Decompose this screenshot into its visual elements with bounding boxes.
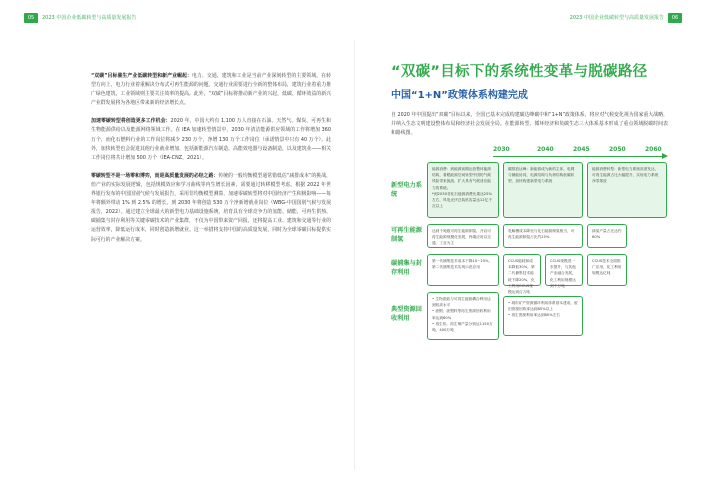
section-title: “双碳”目标下的系统性变革与脱碳路径: [391, 64, 648, 80]
row-label: 碳捕集与封存利用: [391, 260, 422, 276]
section-intro: 自 2020 年中国提出“双碳”目标以来，全国已基本完成构建碳达峰碳中和“1+N”政策体系，将应对气候变化视为国家重大战略，并纳入生态文明建设整体布局和经济社会发展全局。在能源转型、循环经济和负碳生态三大体系基本形成了重点领域脱碳时间表和路线图。: [391, 112, 668, 137]
decarbonization-timeline-diagram: [391, 146, 668, 346]
page-header: [0, 0, 710, 30]
year-label: 2045: [573, 146, 590, 153]
year-label: 2060: [645, 146, 662, 153]
paragraph-body: 电力、交通、建筑和工业是当前产业深刻转型的主要领域。在转型方向上，电力行业着重解决分布式可再生能源的问题。交通行业需要进行全新的整体布局，建筑行业着重力推广绿色建筑，工业领域则主要关注效率的提高。此外，“双碳”目标将推动新产业的兴起，低碳、循环效益的新兴产业群发展将为各地区带来新的经济增长点。: [91, 73, 331, 107]
timeline-years: [493, 146, 668, 156]
row-label: 典型资源回收利用: [391, 306, 422, 322]
row-label: 新型电力系统: [391, 182, 422, 198]
paragraph-high-quality-development: [91, 172, 331, 245]
milestone-box: 第一代捕集技术成本下降10~25%，第二代捕集技术实现示范应用: [427, 254, 499, 286]
milestone-box: 能源消费：到能源前期运营整体能源结构，着眼能源空间转型中国的气候风险带来挑战，扩大具有气候适应能力的系统。 *到2030非化石能源消费比重达25%左右，风电光伏总装机容量达12亿千瓦以上: [427, 162, 499, 218]
row-new-power-system: [391, 160, 668, 220]
paragraph-body: 传统的一般均衡模型通常错低估“减排成本”的挑战，但产业的实际发展逻辑，包括规模效应和学习曲线等内生增长因素，需要通过转移模型考虑。根据 2022 年世界银行发布的中国国别气候与发展报告，采用非均衡模型测算，加速零碳转型将对中国经济产生积极影响——每年将额外带动 1% 到 2.5% 的增长，到 2030 年将创造 530 万个净新增就业岗位（WBG-中国国别气候与发展报告，2022）。通过建立全球最大的新型电力基础设施系统，培育具有全球竞争力的氢能、储能、可再生供热、碳捕集与封存利用等关键零碳技术的产业集群，不仅为中国带来资产回报，还将提高工业、建筑和交通等行业的运营效率，降低运行成本，同时创造新增就业。这一举措将支持中国的高质量发展，同时为全球零碳目标提供实际可行的产业解决方案。: [91, 172, 331, 243]
page-spine-divider: [354, 40, 355, 470]
row-ccus: [391, 254, 668, 295]
milestone-box: CCUS能耗和成本降低30%，第二代捕集技术能耗下降20%，化工利用CCUS规模达到百万吨: [503, 254, 541, 286]
row-renewable-hydrogen: [391, 224, 668, 250]
right-running-title: 2023 中国企业低碳转型与高质量发展报告: [569, 15, 664, 21]
left-running-title: 2023 中国企业低碳转型与高质量发展报告: [42, 15, 137, 21]
timeline-axis: [493, 156, 664, 157]
milestone-box: 达到千吨级可再生能源制氢，开启可再生能源规模化发展，终端应用以交通、工业为主: [427, 224, 499, 248]
left-page-number: 05: [24, 13, 38, 23]
row-resource-recycling: [391, 292, 668, 342]
milestone-box: 电解槽成本降至与化石能源制氢相当，可再生能源制氢占比约25%: [503, 224, 583, 248]
section-subtitle: 中国“1+N”政策体系构建完成: [391, 90, 528, 101]
milestone-box: 碳排放达峰：新能源成为新的主体，电网与储能协同，电源结构与负荷结构低碳转型，加快构建新型电力系统: [503, 162, 583, 218]
paragraph-industry-transition: [91, 72, 331, 108]
paragraph-body: 2020 年，中国大约有 1,100 万人直接在石油、天然气、煤炭、可再生和生物能源供给以及能源网络领域工作。在 IEA 加速转型情景中，2030 年清洁能源供应领域的工作将增加 360 万个，而化石燃料行业的工作岗位将减少 230 万个，净增 130 万个工作岗位（承诺情景中只有 40 万个）。此外，加快转型也会促进其他行业就业增加，包括新能源汽车制造、高能效电器与设备制造，以及建筑业——相关工作岗位将共计增加 500 万个（IEA-CNZ，2021）。: [91, 118, 331, 161]
year-label: 2050: [609, 146, 626, 153]
milestone-box: CCUS规模进一步提升，与其他产业融合发展，化工利用规模达到千万吨: [545, 254, 583, 286]
paragraph-jobs: [91, 117, 331, 162]
milestone-box: CCUS技术全面推广应用，化工利用规模达亿吨: [587, 254, 627, 286]
year-label: 2030: [493, 146, 510, 153]
left-page-body: [91, 72, 331, 254]
right-page-number: 06: [668, 13, 682, 23]
milestone-box: 能源消费转型：新型电力系统高度发达，可再生能源占比大幅提升，实现电力系统净零排放: [587, 162, 667, 218]
paragraph-lead: “双碳”目标催生产业低碳转型和新产业崛起：: [91, 73, 192, 79]
arrow-right-icon: [662, 153, 668, 159]
milestone-box: • 城市矿产资源循环利用体系基本建成，废旧资源回收率达到85%以上 • 再生资源利用率达到80%左右: [503, 296, 583, 336]
paragraph-lead: 零碳转型不是一场零和博弈，而是高质量发展的必经之路：: [91, 172, 219, 179]
right-page-body: [391, 63, 668, 139]
milestone-box: 绿氢产量占比达约60%: [587, 224, 627, 248]
paragraph-lead: 加速零碳转型将创造更多工作机会：: [91, 118, 171, 125]
row-label: 可再生能源制氢: [391, 227, 422, 243]
milestone-box: • 生物质能与可再生能源耦合利用达到较高水平 • 废钢、废塑料等再生资源回收利用率达到60% • 再生铝、再生铜产量分别达1150万吨、400万吨: [427, 292, 499, 340]
year-label: 2040: [537, 146, 554, 153]
